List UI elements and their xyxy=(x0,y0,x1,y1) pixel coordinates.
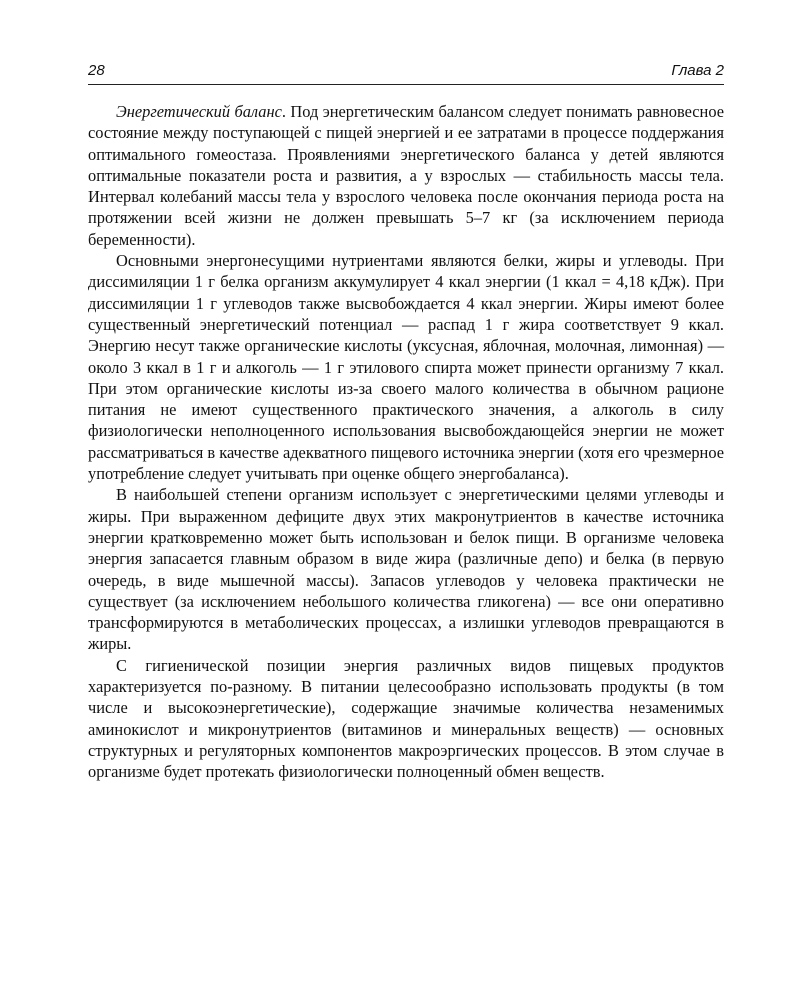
paragraph-energy-storage: В наибольшей степени организм использует с энергетическими целями углеводы и жиры. При выраженном дефиците двух этих макронутриентов в качестве источника энергии кратковременно может быть использован и белок пищи. В организме человека энергия запасается главным образом в виде жира (различные депо) и белка (в первую очередь, в виде мышечной массы). Запасов углеводов у человека практически не существует (за исключением небольшого количества гликогена) — все они оперативно трансформируются в метаболических процессах, а излишки углеводов превращаются в жиры. xyxy=(88,485,724,654)
paragraph-hygienic-position: С гигиенической позиции энергия различных видов пищевых продуктов характеризуется по-разному. В питании целесообразно использовать продукты (в том числе и высокоэнергетические), содержащие значимые количества незаменимых аминокислот и микронутриентов (витаминов и минеральных веществ) — основных структурных и регуляторных компонентов макроэргических процессов. В этом случае в организме будет протекать физиологически полноценный обмен веществ. xyxy=(88,655,724,782)
chapter-title: Глава 2 xyxy=(671,62,724,79)
running-header xyxy=(88,62,724,85)
body-text xyxy=(88,101,724,783)
book-page xyxy=(88,62,724,783)
paragraph-text: . Под энергетическим балансом следует понимать равновесное состояние между поступающей с пищей энергией и ее затратами в процессе поддержания оптимального гомеостаза. Проявлениями энергетического баланса у детей являются оптимальные показатели роста и развития, а у взрослых — стабильность массы тела. Интервал колебаний массы тела у взрослого человека после окончания периода роста на протяжении всей жизни не должен превышать 5–7 кг (за исключением периода беременности). xyxy=(88,102,725,249)
page-number: 28 xyxy=(88,62,105,79)
paragraph-energy-nutrients: Основными энергонесущими нутриентами являются белки, жиры и углеводы. При диссимиляции 1 г белка организм аккумулирует 4 ккал энергии (1 ккал = 4,18 кДж). При диссимиляции 1 г углеводов также высвобождается 4 ккал энергии. Жиры имеют более существенный энергетический потенциал — распад 1 г жира соответствует 9 ккал. Энергию несут также органические кислоты (уксусная, яблочная, молочная, лимонная) — около 3 ккал в 1 г и алкоголь — 1 г этилового спирта может принести организму 7 ккал. При этом органические кислоты из-за своего малого количества в обычном рационе питания не имеют существенного практического значения, а алкоголь в силу физиологически неполноценного использования высвобождающейся энергии не может рассматриваться в качестве адекватного пищевого источника энергии (хотя его чрезмерное употребление следует учитывать при оценке общего энергобаланса). xyxy=(88,251,724,484)
paragraph-energy-balance xyxy=(88,101,724,250)
term-energy-balance: Энергетический баланс xyxy=(116,102,282,121)
